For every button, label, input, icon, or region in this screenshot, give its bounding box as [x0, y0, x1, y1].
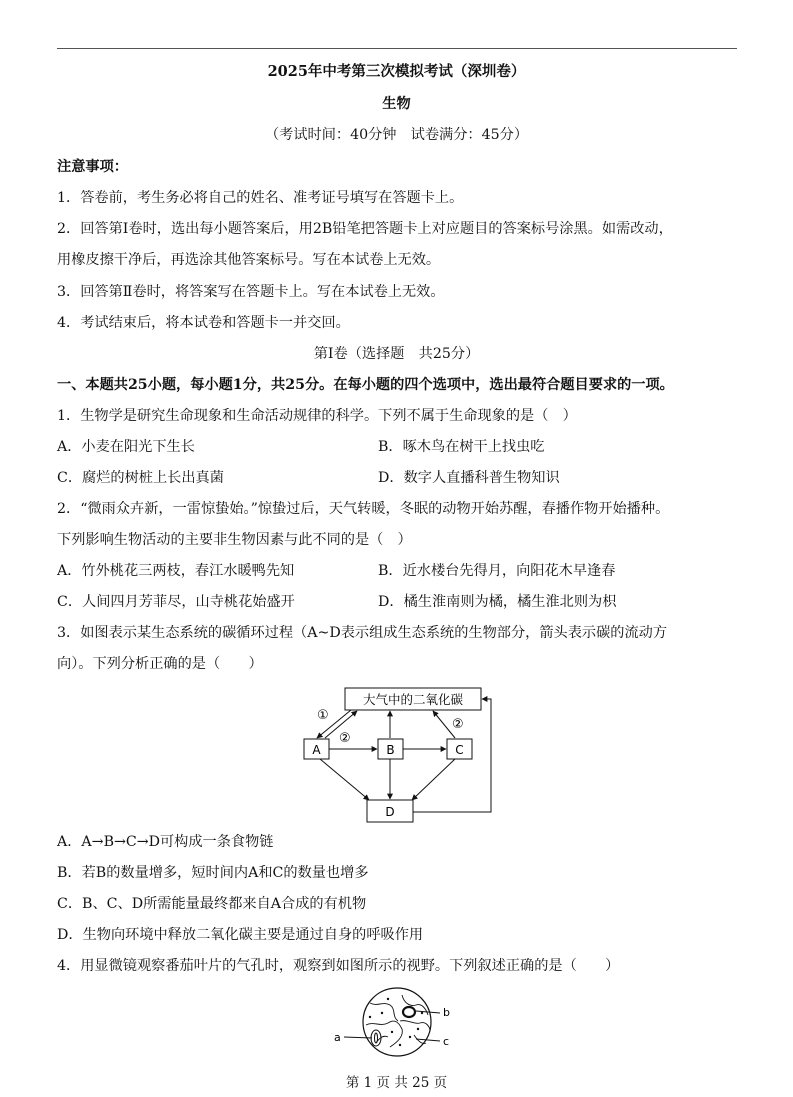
- carbon-cycle-diagram: [295, 682, 505, 824]
- top-rule: [57, 48, 737, 49]
- q1-option-c: C．腐烂的树桩上长出真菌: [57, 470, 224, 486]
- notes-heading: 注意事项：: [57, 159, 128, 175]
- q1-options-row2: [57, 468, 737, 488]
- label-b: b: [443, 1006, 450, 1019]
- mark-1: ①: [317, 708, 329, 723]
- q4-stem: 4．用显微镜观察番茄叶片的气孔时，观察到如图所示的视野。下列叙述正确的是（ ）: [57, 958, 620, 974]
- q3-stem-line1: 3．如图表示某生态系统的碳循环过程（A~D表示组成生态系统的生物部分，箭头表示碳的流动方: [57, 625, 668, 641]
- note-2-cont: 用橡皮擦干净后，再选涂其他答案标号。写在本试卷上无效。: [57, 252, 441, 268]
- subject-title: 生物: [382, 96, 411, 112]
- q2-option-c: C．人间四月芳菲尽，山寺桃花始盛开: [57, 594, 295, 610]
- q1-option-d: D．数字人直播科普生物知识: [378, 470, 560, 486]
- mark-2-right: ②: [452, 717, 464, 732]
- exam-info: （考试时间：40分钟 试卷满分：45分）: [264, 127, 529, 143]
- q2-options-row1: [57, 561, 737, 581]
- q3-option-c: C．B、C、D所需能量最终都来自A合成的有机物: [57, 896, 367, 912]
- q2-stem-line2: 下列影响生物活动的主要非生物因素与此不同的是（ ）: [57, 532, 412, 548]
- q3-stem-line2: 向）。下列分析正确的是（ ）: [57, 656, 263, 672]
- mark-2-left: ②: [339, 731, 351, 746]
- note-2: 2．回答第Ⅰ卷时，选出每小题答案后，用2B铅笔把答题卡上对应题目的答案标号涂黑。如需改动，: [57, 221, 673, 237]
- note-1: 1．答卷前，考生务必将自己的姓名、准考证号填写在答题卡上。: [57, 190, 464, 206]
- node-a-label: A: [312, 743, 321, 757]
- exam-title: 2025年中考第三次模拟考试（深圳卷）: [267, 63, 526, 80]
- q3-option-d: D．生物向环境中释放二氧化碳主要是通过自身的呼吸作用: [57, 927, 424, 943]
- q2-options-row2: [57, 592, 737, 612]
- page-footer: 第 1 页 共 25 页: [345, 1075, 448, 1091]
- arrow-a-to-d: [320, 759, 369, 800]
- node-b-label: B: [386, 743, 395, 757]
- note-4: 4．考试结束后，将本试卷和答题卡一并交回。: [57, 315, 350, 331]
- q1-stem: 1．生物学是研究生命现象和生命活动规律的科学。下列不属于生命现象的是（ ）: [57, 408, 577, 424]
- section-instruction: 一、本题共25小题，每小题1分，共25分。在每小题的四个选项中，选出最符合题目要求的一项。: [57, 377, 674, 393]
- node-d-label: D: [385, 805, 395, 819]
- q2-option-b: B．近水楼台先得月，向阳花木早逢春: [378, 563, 616, 579]
- microscope-view-diagram: [330, 985, 465, 1060]
- q1-option-a: A．小麦在阳光下生长: [57, 439, 195, 455]
- q2-option-d: D．橘生淮南则为橘，橘生淮北则为枳: [378, 594, 617, 610]
- q1-options-row1: [57, 437, 737, 457]
- q2-option-a: A．竹外桃花三两枝，春江水暖鸭先知: [57, 563, 295, 579]
- q3-option-a: A．A→B→C→D可构成一条食物链: [57, 834, 274, 850]
- arrow-c-to-d: [412, 759, 455, 800]
- node-c-label: C: [455, 743, 464, 757]
- q1-option-b: B．啄木鸟在树干上找虫吃: [378, 439, 545, 455]
- atmosphere-co2-label: 大气中的二氧化碳: [362, 692, 464, 707]
- section-title: 第Ⅰ卷（选择题 共25分）: [313, 346, 480, 362]
- label-c: c: [443, 1035, 450, 1048]
- q2-stem-line1: 2．“微雨众卉新，一雷惊蛰始。”惊蛰过后，天气转暖，冬眠的动物开始苏醒，春播作物开始播种。: [57, 501, 670, 517]
- q3-option-b: B．若B的数量增多，短时间内A和C的数量也增多: [57, 865, 369, 881]
- label-a: a: [334, 1031, 341, 1044]
- note-3: 3．回答第Ⅱ卷时，将答案写在答题卡上。写在本试卷上无效。: [57, 284, 445, 300]
